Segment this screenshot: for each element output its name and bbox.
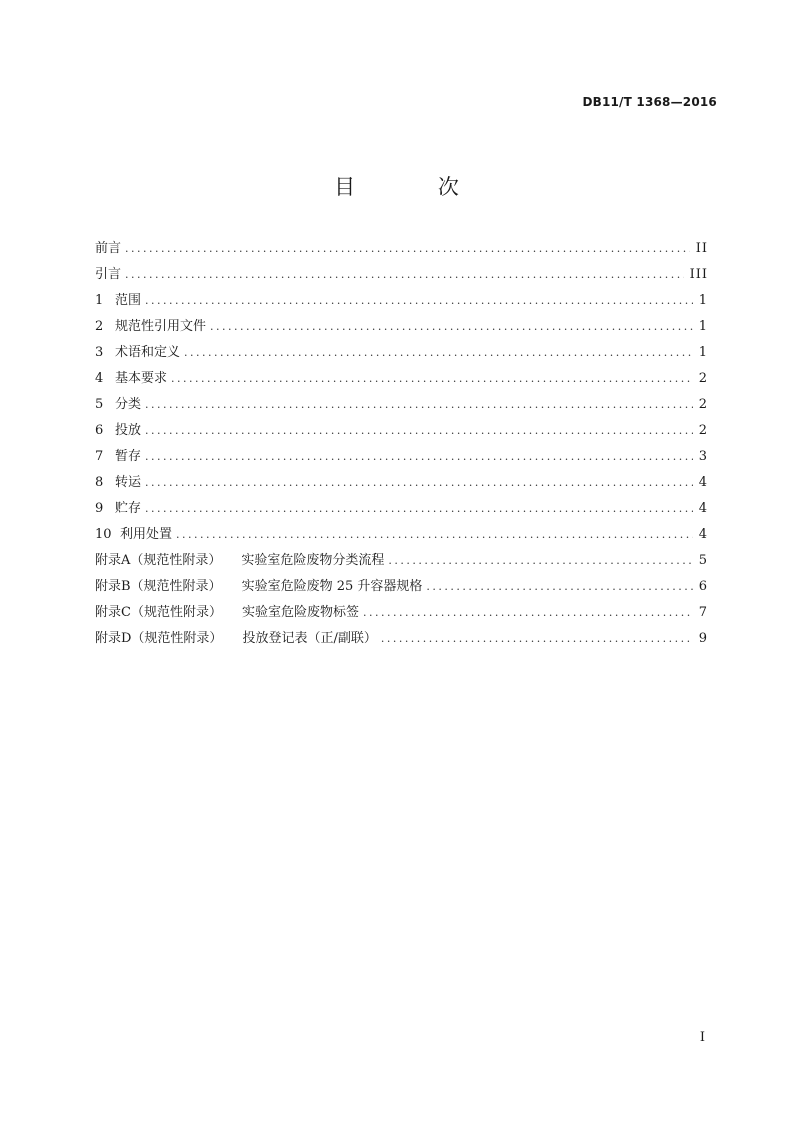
toc-entry-title: 引言 [95, 267, 122, 282]
toc-entry-title: 贮存 [115, 501, 142, 516]
toc-entry-section-6[interactable] [95, 418, 708, 444]
toc-entry-number: 1 [95, 293, 104, 308]
toc-entry-page: 6 [698, 579, 708, 594]
appendix-label: 附录A（规范性附录） [95, 553, 222, 568]
toc-entry-title: 范围 [115, 293, 142, 308]
toc-entry-page: 2 [698, 371, 708, 386]
toc-entry-title: 基本要求 [115, 371, 168, 386]
appendix-title: 实验室危险废物分类流程 [241, 553, 385, 568]
toc-dot-leader [125, 262, 684, 288]
toc-entry-page: III [689, 267, 708, 282]
toc-dot-leader [426, 574, 692, 600]
toc-entry-section-1[interactable] [95, 288, 708, 314]
toc-entry-appendix-b[interactable] [95, 574, 708, 600]
toc-entry-title: 规范性引用文件 [115, 319, 207, 334]
toc-entry-number: 8 [95, 475, 104, 490]
toc-entry-appendix-c[interactable] [95, 600, 708, 626]
toc-entry-section-8[interactable] [95, 470, 708, 496]
toc-entry-number: 9 [95, 501, 104, 516]
toc-entry-appendix-a[interactable] [95, 548, 708, 574]
toc-entry-foreword[interactable] [95, 236, 708, 262]
toc-entry-number: 2 [95, 319, 104, 334]
toc-entry-page: 4 [698, 475, 708, 490]
toc-entry-page: 2 [698, 397, 708, 412]
toc-entry-section-10[interactable] [95, 522, 708, 548]
toc-dot-leader [145, 288, 693, 314]
toc-entry-section-2[interactable] [95, 314, 708, 340]
toc-entry-section-7[interactable] [95, 444, 708, 470]
toc-entry-title: 暂存 [115, 449, 142, 464]
page-number: I [699, 1030, 705, 1045]
toc-entry-title: 利用处置 [120, 527, 173, 542]
appendix-title: 实验室危险废物 25 升容器规格 [241, 579, 423, 594]
toc-entry-page: 9 [698, 631, 708, 646]
toc-entry-page: 3 [698, 449, 708, 464]
appendix-label: 附录B（规范性附录） [95, 579, 222, 594]
toc-dot-leader [145, 392, 693, 418]
toc-entry-page: II [695, 241, 708, 256]
toc-entry-page: 7 [698, 605, 708, 620]
toc-entry-introduction[interactable] [95, 262, 708, 288]
toc-entry-page: 1 [698, 293, 708, 308]
toc-entry-page: 4 [698, 501, 708, 516]
toc-dot-leader [145, 496, 693, 522]
toc-entry-number: 5 [95, 397, 104, 412]
toc-entry-page: 4 [698, 527, 708, 542]
appendix-title: 投放登记表（正/副联） [242, 631, 377, 646]
toc-dot-leader [145, 470, 693, 496]
page-title: 目 次 [334, 175, 497, 199]
toc-entry-page: 1 [698, 345, 708, 360]
toc-entry-number: 10 [95, 527, 112, 542]
toc-entry-number: 3 [95, 345, 104, 360]
toc-dot-leader [145, 418, 693, 444]
toc-entry-number: 4 [95, 371, 104, 386]
toc-entry-title: 前言 [95, 241, 122, 256]
toc-dot-leader [363, 600, 693, 626]
toc-entry-number: 6 [95, 423, 104, 438]
toc-dot-leader [171, 366, 693, 392]
toc-dot-leader [125, 236, 690, 262]
appendix-label: 附录C（规范性附录） [95, 605, 222, 620]
toc-entry-appendix-d[interactable] [95, 626, 708, 652]
toc-entry-section-9[interactable] [95, 496, 708, 522]
toc-entry-number: 7 [95, 449, 104, 464]
toc-entry-page: 1 [698, 319, 708, 334]
toc-dot-leader [210, 314, 693, 340]
toc-dot-leader [381, 626, 693, 652]
appendix-label: 附录D（规范性附录） [95, 631, 223, 646]
toc-dot-leader [176, 522, 693, 548]
toc-entry-title: 投放 [115, 423, 142, 438]
appendix-title: 实验室危险废物标签 [241, 605, 359, 620]
toc-dot-leader [184, 340, 693, 366]
toc-entry-section-5[interactable] [95, 392, 708, 418]
toc-dot-leader [145, 444, 693, 470]
toc-entry-page: 5 [698, 553, 708, 568]
toc-dot-leader [388, 548, 692, 574]
toc-entry-section-3[interactable] [95, 340, 708, 366]
doc-code: DB11/T 1368—2016 [582, 95, 717, 109]
toc-entry-page: 2 [698, 423, 708, 438]
toc-entry-section-4[interactable] [95, 366, 708, 392]
table-of-contents [95, 236, 708, 652]
toc-entry-title: 转运 [115, 475, 142, 490]
toc-entry-title: 术语和定义 [115, 345, 181, 360]
toc-entry-title: 分类 [115, 397, 142, 412]
